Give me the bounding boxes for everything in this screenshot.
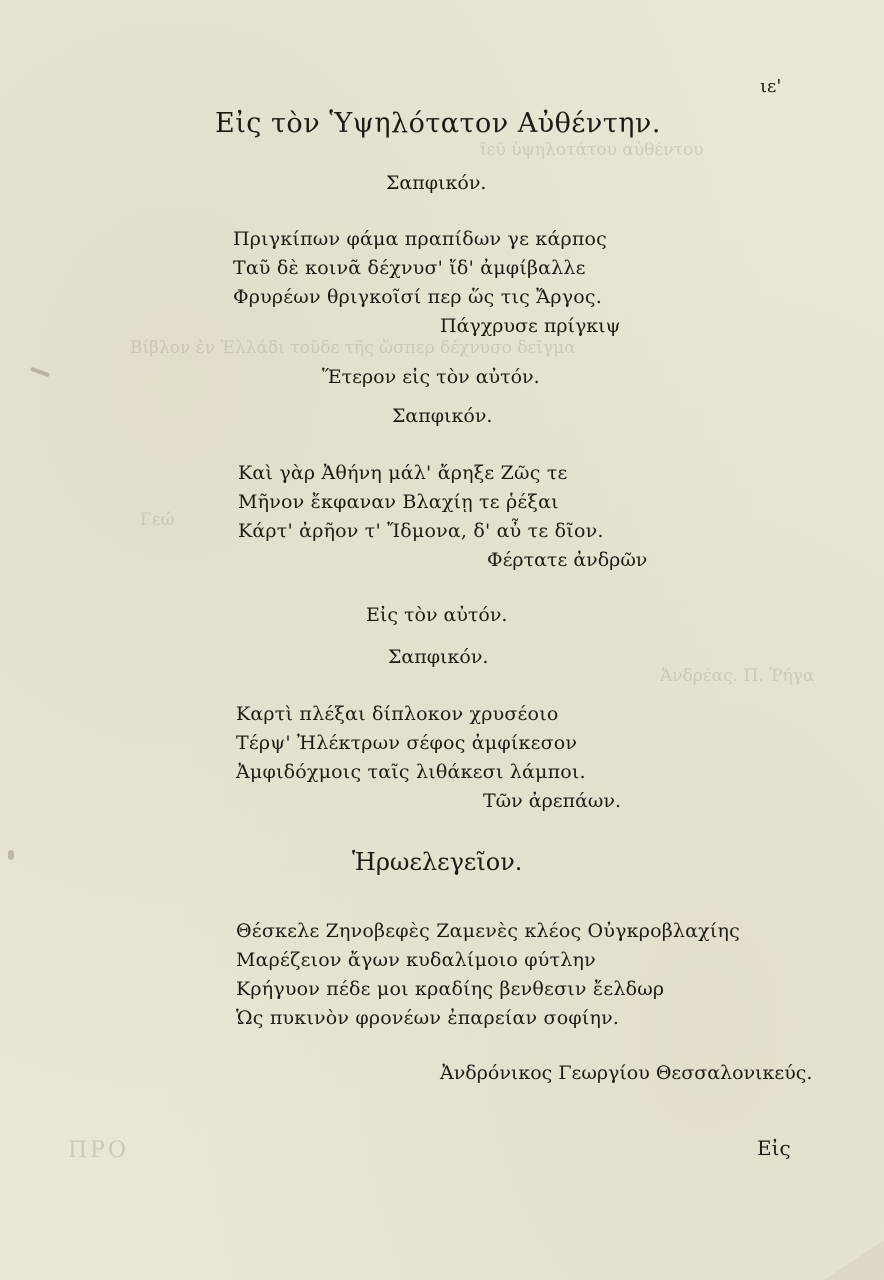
- elegy-line-4: Ὡς πυκινὸν φρονέων ἐπαρείαν σοφίην.: [236, 1007, 620, 1029]
- bleed-through-text: Ἀνδρέας. Π. Ῥήγα: [660, 666, 815, 686]
- poem-3-heading: Εἰς τὸν αὐτόν.: [366, 604, 508, 626]
- poem-3-adonic: Τῶν ἀρεπάων.: [483, 790, 622, 812]
- bleed-through-text: ῑεῦ ὑψηλοτάτου αὐθέντου: [480, 140, 704, 160]
- poem-1-adonic: Πάγχρυσε πρίγκιψ: [440, 315, 621, 337]
- page-corner: [824, 1240, 884, 1280]
- poem-2-line-1: Καὶ γὰρ Ἀθήνη μάλ' ἄρηξε Ζῶς τε: [238, 462, 568, 484]
- elegy-heading: Ἡρωελεγεῖον.: [352, 848, 523, 876]
- elegy-line-1: Θέσκελε Ζηνοβεφὲς Ζαμενὲς κλέος Οὐγκροβλαχίης: [236, 920, 740, 942]
- page-number: ιε': [760, 76, 782, 97]
- poem-1-heading: Σαπφικόν.: [386, 172, 487, 194]
- elegy-line-2: Μαρέζειον ἄγων κυδαλίμοιο φύτλην: [236, 949, 596, 971]
- ink-mark: [30, 367, 50, 378]
- elegy-line-3: Κρήγυον πέδε μοι κραδίης βενθεσιν ἔελδωρ: [236, 978, 665, 1000]
- bleed-through-text: ΠΡΟ: [68, 1138, 130, 1163]
- bleed-through-text: Βίβλον ἐν Ἑλλάδι τοῦδε τῆς ὥσπερ δέχνυσο δεῖγμα: [130, 338, 576, 358]
- poem-3-line-3: Ἀμφιδόχμοις ταῖς λιθάκεσι λάμποι.: [236, 761, 586, 783]
- poem-3-line-2: Τέρψ' Ἠλέκτρων σέφος ἀμφίκεσον: [236, 732, 578, 754]
- author-signature: Ἀνδρόνικος Γεωργίου Θεσσαλονικεύς.: [440, 1062, 813, 1084]
- page-title: Εἰς τὸν Ὑψηλότατον Αὐθέντην.: [215, 108, 661, 139]
- ink-mark: [8, 850, 14, 860]
- poem-2-adonic: Φέρτατε ἀνδρῶν: [487, 549, 648, 571]
- poem-1-line-3: Φρυρέων θριγκοῖσί περ ὥς τις Ἄργος.: [233, 286, 602, 308]
- poem-1-line-1: Πριγκίπων φάμα πραπίδων γε κάρπος: [233, 228, 608, 250]
- poem-2-subheading: Σαπφικόν.: [392, 405, 493, 427]
- poem-1-line-2: Ταῦ δὲ κοινᾶ δέχνυσ' ἴδ' ἀμφίβαλλε: [233, 257, 586, 279]
- poem-3-line-1: Καρτὶ πλέξαι δίπλοκον χρυσέοιο: [236, 703, 559, 725]
- poem-3-subheading: Σαπφικόν.: [388, 646, 489, 668]
- poem-2-line-3: Κάρτ' ἀρῆον τ' Ἴδμονα, δ' αὖ τε δῖον.: [238, 520, 604, 542]
- poem-2-heading: Ἕτερον εἰς τὸν αὐτόν.: [322, 366, 540, 388]
- poem-2-line-2: Μῆνον ἔκφαναν Βλαχίῃ τε ῥέξαι: [238, 491, 559, 513]
- bleed-through-text: Γεώ: [140, 510, 175, 530]
- catchword: Εἰς: [757, 1136, 791, 1160]
